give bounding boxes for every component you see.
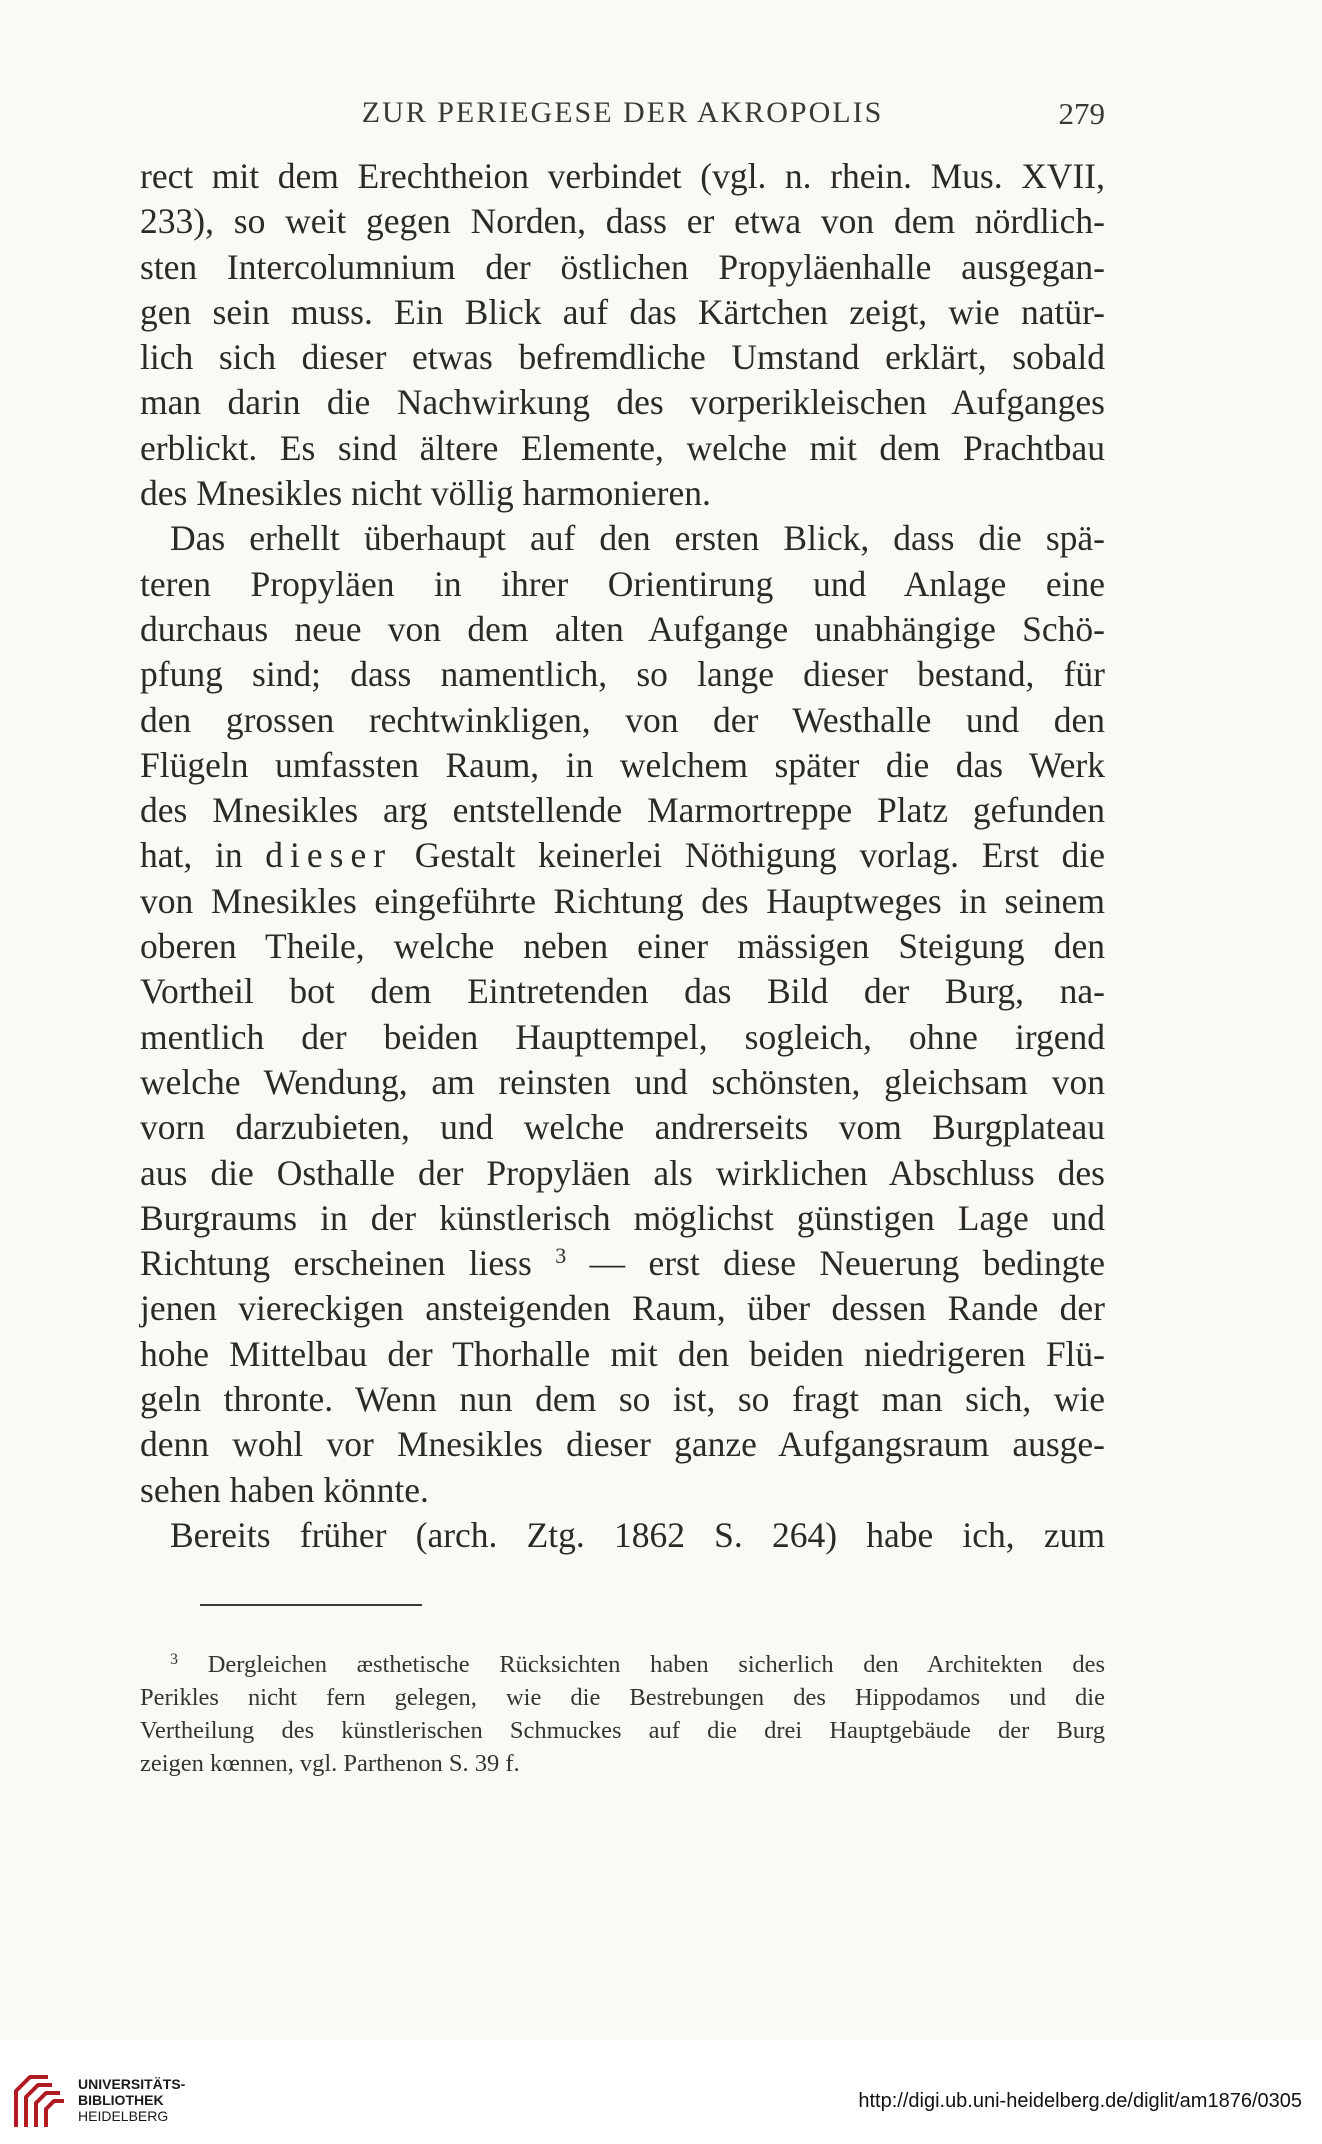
footnotes <box>140 1648 1105 1780</box>
body-text <box>140 154 1105 1558</box>
text-line: 233), so weit gegen Norden, dass er etwa von dem nördlich- <box>140 201 1105 242</box>
text-line: Das erhellt überhaupt auf den ersten Blick, dass die spä- <box>170 518 1105 559</box>
footnote-line <box>140 1648 1105 1681</box>
institution-line: BIBLIOTHEK <box>78 2092 164 2108</box>
text-line <box>140 833 1105 878</box>
footnote-divider <box>200 1604 422 1606</box>
text-line: teren Propyläen in ihrer Orientirung und Anlage eine <box>140 563 1105 604</box>
text-line <box>140 1241 1105 1286</box>
text-line: durchaus neue von dem alten Aufgange unabhängige Schö- <box>140 608 1105 649</box>
text-line: gen sein muss. Ein Blick auf das Kärtchen zeigt, wie natür- <box>140 291 1105 332</box>
text-line: man darin die Nachwirkung des vorperikleischen Aufganges <box>140 382 1105 423</box>
footnote-marker: 3 <box>170 1651 178 1668</box>
text-line: von Mnesikles eingeführte Richtung des Hauptweges in seinem <box>140 880 1105 921</box>
text-line-prefix: hat, in <box>140 835 266 876</box>
text-line: des Mnesikles arg entstellende Marmortreppe Platz gefunden <box>140 790 1105 831</box>
text-line: Burgraums in der künstlerisch möglichst günstigen Lage und <box>140 1197 1105 1238</box>
text-line: des Mnesikles nicht völlig harmonieren. <box>140 473 711 514</box>
institution-name <box>78 2076 185 2124</box>
ub-heidelberg-logo-icon <box>12 2069 68 2131</box>
text-line-rest: — erst diese Neuerung bedingte <box>589 1243 1105 1284</box>
text-line: geln thronte. Wenn nun dem so ist, so fragt man sich, wie <box>140 1379 1105 1420</box>
text-line-rest: Gestalt keinerlei Nöthigung vorlag. Erst die <box>414 835 1106 876</box>
footnote-line: Vertheilung des künstlerischen Schmuckes auf die drei Hauptgebäude der Burg <box>140 1717 1105 1744</box>
footnote-reference: 3 <box>555 1243 567 1269</box>
text-line-prefix: Richtung erscheinen liess <box>140 1243 556 1284</box>
footnote-line: Perikles nicht fern gelegen, wie die Bestrebungen des Hippodamos und die <box>140 1684 1105 1711</box>
text-line: welche Wendung, am reinsten und schönsten, gleichsam von <box>140 1061 1105 1102</box>
text-line: pfung sind; dass namentlich, so lange dieser bestand, für <box>140 654 1105 695</box>
institution-line: UNIVERSITÄTS- <box>78 2076 186 2092</box>
page-number: 279 <box>1058 96 1105 131</box>
footnote-line: zeigen kœnnen, vgl. Parthenon S. 39 f. <box>140 1750 520 1777</box>
text-line: sten Intercolumnium der östlichen Propyläenhalle ausgegan- <box>140 246 1105 287</box>
text-line: Vortheil bot dem Eintretenden das Bild der Burg, na- <box>140 971 1105 1012</box>
text-line: Bereits früher (arch. Ztg. 1862 S. 264) habe ich, zum <box>170 1514 1105 1555</box>
text-line: vorn darzubieten, und welche andrerseits vom Burgplateau <box>140 1107 1105 1148</box>
source-url-link[interactable]: http://digi.ub.uni-heidelberg.de/diglit/am1876/0305 <box>858 2090 1302 2112</box>
institution-line: HEIDELBERG <box>78 2108 169 2124</box>
text-line: rect mit dem Erechtheion verbindet (vgl. n. rhein. Mus. XVII, <box>140 156 1105 196</box>
emphasized-word: dieser <box>265 835 393 876</box>
text-line: jenen viereckigen ansteigenden Raum, über dessen Rande der <box>140 1288 1105 1329</box>
text-line: lich sich dieser etwas befremdliche Umstand erklärt, sobald <box>140 337 1105 378</box>
viewer-footer-bar <box>0 2040 1322 2144</box>
text-line: sehen haben könnte. <box>140 1469 429 1510</box>
text-line: aus die Osthalle der Propyläen als wirklichen Abschluss des <box>140 1152 1105 1193</box>
running-head: ZUR PERIEGESE DER AKROPOLIS <box>361 96 884 129</box>
text-line: mentlich der beiden Haupttempel, sogleich, ohne irgend <box>140 1016 1105 1057</box>
text-line: denn wohl vor Mnesikles dieser ganze Aufgangsraum ausge- <box>140 1424 1105 1465</box>
page-header <box>140 96 1105 136</box>
footnote-text: Dergleichen æsthetische Rücksichten haben sicherlich den Architekten des <box>207 1651 1105 1678</box>
text-line: hohe Mittelbau der Thorhalle mit den beiden niedrigeren Flü- <box>140 1333 1105 1374</box>
text-line: oberen Theile, welche neben einer mässigen Steigung den <box>140 926 1105 967</box>
text-line: erblickt. Es sind ältere Elemente, welche mit dem Prachtbau <box>140 427 1105 468</box>
text-line: Flügeln umfassten Raum, in welchem später die das Werk <box>140 744 1105 785</box>
text-line: den grossen rechtwinkligen, von der Westhalle und den <box>140 699 1105 740</box>
